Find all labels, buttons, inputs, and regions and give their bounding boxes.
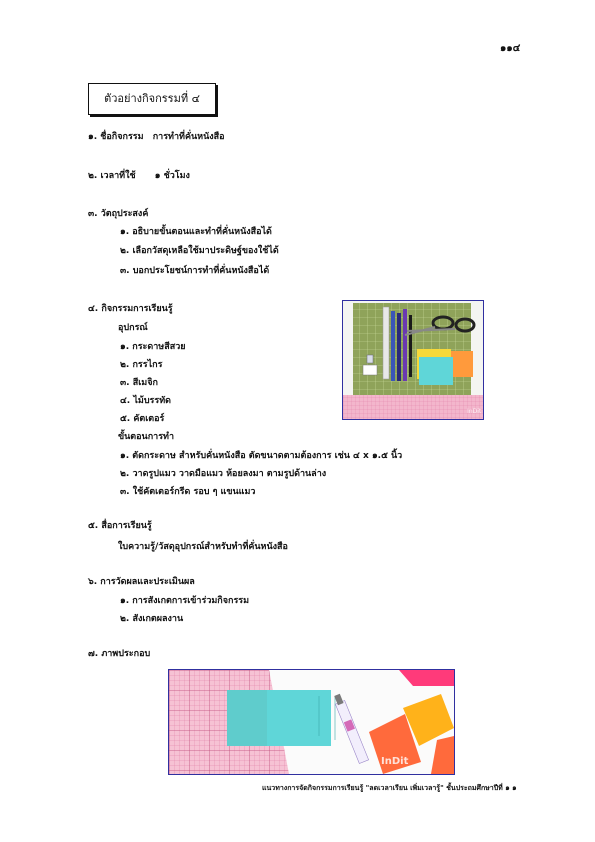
page-number: ๑๑๔ [500, 43, 521, 54]
material-item: ๑. กระดาษสีสวย [120, 342, 186, 352]
evaluation-item: ๑. การสังเกตการเข้าร่วมกิจกรรม [120, 596, 250, 606]
illustration-heading: ๗. ภาพประกอบ [88, 649, 151, 659]
material-item: ๔. ไม้บรรทัด [120, 396, 171, 406]
activity-name-label: ๑. ชื่อกิจกรรม [88, 132, 144, 142]
objective-item: ๓. บอกประโยชน์การทำที่คั่นหนังสือได้ [120, 266, 270, 276]
objective-item: ๒. เลือกวัสดุเหลือใช้มาประดิษฐ์ของใช้ได้ [120, 246, 279, 256]
step-item: ๑. ตัดกระดาษ สำหรับคั่นหนังสือ ตัดขนาดตามต้องการ เช่น ๔ x ๑.๕ นิ้ว [120, 451, 403, 461]
photo-watermark: InDit [381, 756, 409, 767]
activity-name-value: การทำที่คั่นหนังสือ [152, 132, 225, 142]
time-value: ๑ ชั่วโมง [154, 171, 190, 181]
material-item: ๓. สีเมจิก [120, 378, 158, 388]
step-item: ๓. ใช้คัตเตอร์กรีด รอบ ๆ แขนแมว [120, 487, 256, 497]
steps-heading: ขั้นตอนการทำ [118, 432, 175, 442]
activities-heading: ๔. กิจกรรมการเรียนรู้ [88, 304, 173, 314]
time-line [88, 170, 190, 182]
evaluation-item: ๒. สังเกตผลงาน [120, 614, 184, 624]
objectives-heading: ๓. วัตถุประสงค์ [88, 209, 149, 219]
material-item: ๒. กรรไกร [120, 360, 163, 370]
sources-value: ใบความรู้/วัสดุอุปกรณ์สำหรับทำที่คั่นหนังสือ [118, 542, 288, 552]
photo-watermark: InDit [467, 408, 482, 415]
material-item: ๕. คัตเตอร์ [120, 414, 165, 424]
page-footer: แนวทางการจัดกิจกรรมการเรียนรู้ "ลดเวลาเรียน เพิ่มเวลารู้" ชั้นประถมศึกษาปีที่ ๑ ๑ [262, 784, 517, 792]
step-item: ๒. วาดรูปแมว วาดมือแมว ห้อยลงมา ตามรูปด้านล่าง [120, 469, 327, 479]
sources-heading: ๕. สื่อการเรียนรู้ [88, 521, 152, 531]
materials-photo [342, 300, 484, 420]
illustration-photo [168, 669, 455, 775]
activity-title: ตัวอย่างกิจกรรมที่ ๔ [104, 92, 200, 105]
materials-heading: อุปกรณ์ [118, 323, 148, 333]
activity-title-box [88, 83, 216, 115]
illustration-photo-image [169, 670, 454, 774]
activity-name-line [88, 131, 225, 143]
objective-item: ๑. อธิบายขั้นตอนและทำที่คั่นหนังสือได้ [120, 227, 272, 237]
time-label: ๒. เวลาที่ใช้ [88, 171, 136, 181]
evaluation-heading: ๖. การวัดผลและประเมินผล [88, 577, 195, 587]
materials-photo-image [343, 301, 483, 419]
